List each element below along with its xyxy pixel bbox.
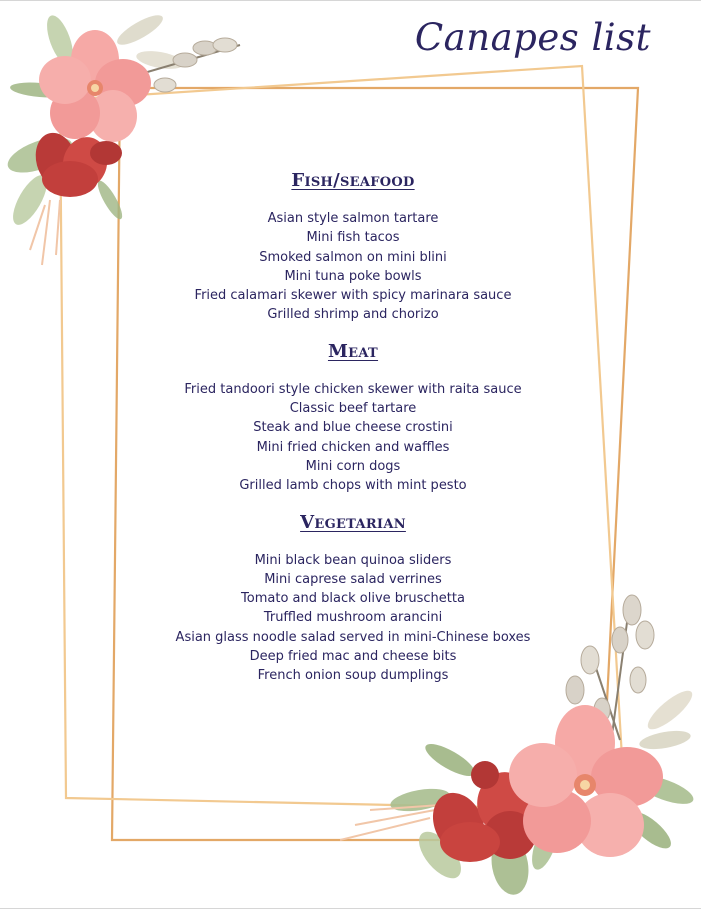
menu-item: Fried calamari skewer with spicy marinara sauce [194, 288, 512, 304]
menu-item: Fried tandoori style chicken skewer with raita sauce [184, 381, 522, 397]
menu-item: Grilled lamb chops with mint pesto [239, 478, 467, 494]
menu-item: Smoked salmon on mini blini [259, 249, 447, 265]
item-list [0, 380, 701, 496]
menu-item: Tomato and black olive bruschetta [241, 591, 465, 607]
item-list [0, 209, 701, 325]
section-fish-seafood [0, 170, 701, 325]
section-title: Fish/seafood [291, 170, 415, 191]
menu-item: Steak and blue cheese crostini [253, 420, 453, 436]
menu-item: Grilled shrimp and chorizo [267, 307, 439, 323]
menu-item: Deep fried mac and cheese bits [249, 649, 457, 665]
menu-item: Mini caprese salad verrines [264, 571, 442, 587]
menu-item: Asian glass noodle salad served in mini-Chinese boxes [175, 629, 531, 645]
menu-item: French onion soup dumplings [257, 668, 449, 684]
menu-item: Mini tuna poke bowls [284, 268, 422, 284]
section-title: Meat [327, 340, 379, 362]
menu-item: Asian style salmon tartare [267, 211, 439, 226]
menu-item: Mini corn dogs [305, 458, 401, 474]
menu-item: Mini black bean quinoa sliders [254, 552, 452, 568]
menu-item: Classic beef tartare [289, 401, 417, 417]
menu-item: Mini fried chicken and waffles [256, 439, 450, 455]
menu-item: Truffled mushroom arancini [263, 610, 443, 626]
menu-item: Mini fish tacos [306, 230, 400, 246]
page-title: Canapes list [414, 16, 651, 59]
bottom-right-flower-decoration [340, 590, 701, 909]
section-meat [0, 341, 701, 496]
section-title: Vegetarian [300, 511, 406, 533]
